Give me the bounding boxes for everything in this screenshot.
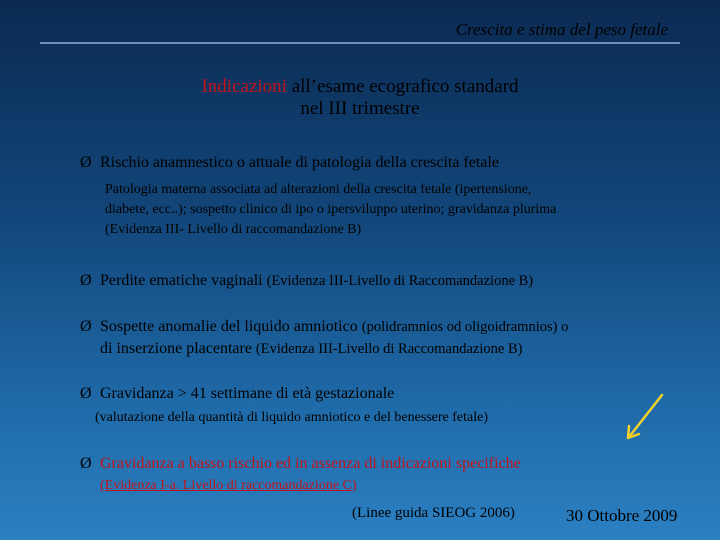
item-aside: (polidramnios od oligoidramnios) o [361, 319, 569, 335]
heading-line-1 [0, 76, 720, 98]
heading-line-2: nel III trimestre [300, 98, 420, 119]
arrowhead-bullet-icon: Ø [80, 385, 92, 402]
list-item [80, 383, 700, 428]
detail-line: (Evidenza III- Livello di raccomandazione B) [105, 222, 362, 237]
arrowhead-bullet-icon: Ø [80, 318, 92, 335]
item-evidence: (Evidenza III-Livello di Raccomandazione B) [255, 341, 523, 357]
item-title [80, 453, 700, 475]
header-divider [40, 42, 680, 44]
item-title [80, 316, 710, 338]
heading-highlight: Indicazioni [201, 76, 287, 97]
item-evidence: (Evidenza III-Livello di Raccomandazione B) [266, 273, 534, 289]
item-title [80, 383, 700, 405]
item-title [80, 152, 700, 174]
slide-header-title: Crescita e stima del peso fetale [455, 20, 668, 39]
footer-date: 30 Ottobre 2009 [566, 506, 678, 525]
item-detail [105, 180, 700, 240]
item-text: Rischio anamnestico o attuale di patologia della crescita fetale [100, 154, 499, 171]
detail-line: diabete, ecc..); sospetto clinico di ipo o ipersviluppo uterino; gravidanza plurima [105, 202, 557, 217]
footer-reference: (Linee guida SIEOG 2006) [352, 505, 515, 521]
list-item [80, 316, 710, 360]
arrowhead-bullet-icon: Ø [80, 154, 92, 171]
item-evidence: (Evidenza I-a. Livello di raccomandazione C) [100, 478, 357, 493]
slide-heading [0, 76, 720, 120]
item-text: Gravidanza a basso rischio ed in assenza di indicazioni specifiche [100, 455, 521, 472]
item-text-2: di inserzione placentare [100, 340, 256, 357]
item-title [80, 270, 700, 292]
list-item [80, 453, 700, 496]
heading-rest: all’esame ecografico standard [286, 76, 519, 97]
arrowhead-bullet-icon: Ø [80, 455, 92, 472]
item-text: Perdite ematiche vaginali [100, 272, 267, 289]
arrowhead-bullet-icon: Ø [80, 272, 92, 289]
item-text: Sospette anomalie del liquido amniotico [100, 318, 362, 335]
pencil-arrow-icon [622, 392, 666, 442]
item-line-2 [100, 338, 710, 360]
item-text: Gravidanza > 41 settimane di età gestazionale [100, 385, 395, 402]
list-item [80, 152, 700, 240]
item-detail: (valutazione della quantità di liquido amniotico e del benessere fetale) [95, 410, 489, 425]
list-item [80, 270, 700, 292]
detail-line: Patologia materna associata ad alterazioni della crescita fetale (ipertensione, [105, 182, 532, 197]
